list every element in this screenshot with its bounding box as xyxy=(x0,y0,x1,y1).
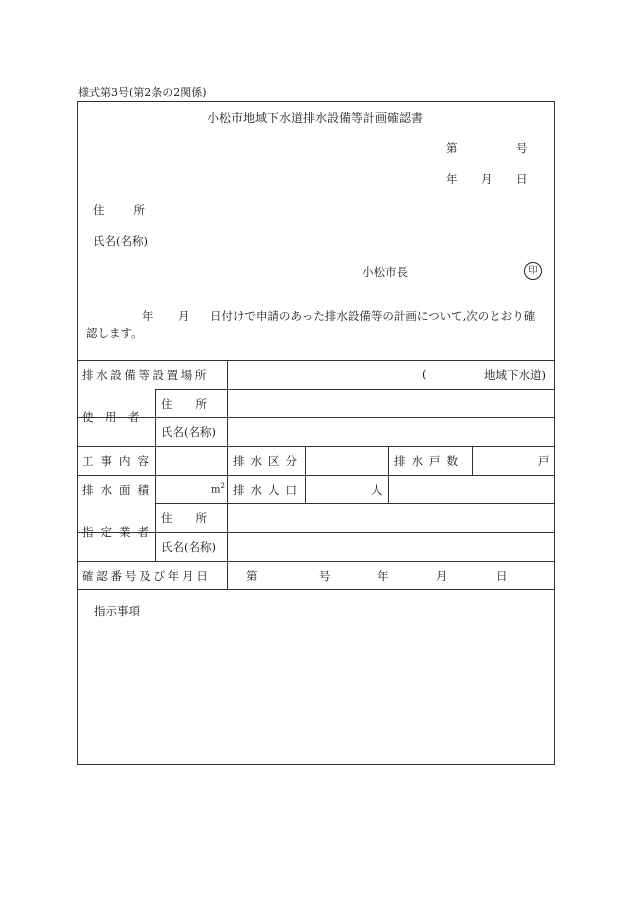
number-go: 号 xyxy=(516,141,528,155)
instructions-label: 指示事項 xyxy=(94,604,140,618)
user-name-label: 氏名(名称) xyxy=(161,425,216,439)
seal-mark: 印 xyxy=(524,262,542,280)
confirm-month: 月 xyxy=(436,569,448,583)
date-year: 年 xyxy=(446,172,458,186)
households-label: 排水戸数 xyxy=(394,454,464,468)
population-label: 排水人口 xyxy=(233,483,303,497)
date-month: 月 xyxy=(481,172,493,186)
location-label: 排水設備等設置場所 xyxy=(82,368,209,382)
recipient-name-label: 氏名(名称) xyxy=(93,234,148,248)
recipient-address-label: 住 所 xyxy=(93,203,147,217)
form-title: 小松市地域下水道排水設備等計画確認書 xyxy=(206,111,423,125)
form-frame xyxy=(77,101,555,765)
drain-class-label: 排水区分 xyxy=(233,454,303,468)
confirm-label: 確認番号及び年月日 xyxy=(82,569,211,583)
user-address-label: 住 所 xyxy=(161,397,207,411)
location-suffix: 地域下水道) xyxy=(484,368,546,382)
confirm-year: 年 xyxy=(377,569,389,583)
confirm-go: 号 xyxy=(319,569,331,583)
body-year: 年 xyxy=(142,309,154,323)
body-text-line1: 日付けで申請のあった排水設備等の計画について,次のとおり確 xyxy=(210,309,536,323)
households-unit: 戸 xyxy=(538,454,550,468)
number-dai: 第 xyxy=(446,141,458,155)
user-label: 使 用 者 xyxy=(82,410,140,424)
confirm-day: 日 xyxy=(496,569,508,583)
form-number: 様式第3号(第2条の2関係) xyxy=(78,86,207,99)
contractor-label: 指定業者 xyxy=(82,525,156,539)
confirm-dai: 第 xyxy=(246,569,258,583)
body-month: 月 xyxy=(178,309,190,323)
location-paren-open: ( xyxy=(422,367,427,381)
work-label: 工事内容 xyxy=(82,454,156,468)
contractor-address-label: 住 所 xyxy=(161,511,207,525)
population-unit: 人 xyxy=(371,483,383,497)
body-text-line2: 認します。 xyxy=(86,326,143,340)
contractor-name-label: 氏名(名称) xyxy=(161,540,216,554)
area-label: 排水面積 xyxy=(82,483,156,497)
date-day: 日 xyxy=(516,172,528,186)
area-unit: $m^2$ xyxy=(211,482,225,496)
issuer-name: 小松市長 xyxy=(362,265,408,279)
